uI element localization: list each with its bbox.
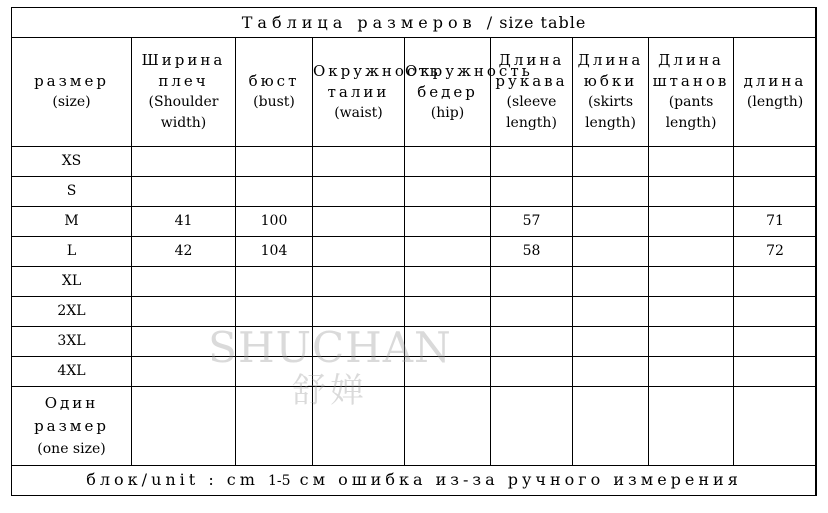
size-label: L	[12, 237, 132, 267]
table-cell	[491, 297, 573, 327]
table-cell	[132, 327, 236, 357]
table-cell	[491, 267, 573, 297]
table-cell	[236, 297, 313, 327]
size-table	[11, 7, 817, 496]
header-cell	[491, 38, 573, 147]
table-cell: 100	[236, 207, 313, 237]
table-cell	[405, 147, 491, 177]
watermark-latin: SHUCHAN	[208, 323, 452, 372]
table-cell	[313, 237, 405, 267]
table-cell	[491, 147, 573, 177]
table-row	[12, 237, 817, 267]
table-cell	[313, 357, 405, 387]
table-cell	[491, 177, 573, 207]
table-cell	[573, 297, 649, 327]
table-cell	[491, 357, 573, 387]
size-label: XL	[12, 267, 132, 297]
header-ru: Ширина плеч	[141, 51, 226, 90]
table-cell	[734, 267, 817, 297]
table-cell	[132, 177, 236, 207]
one-size-ru: Один размер	[34, 393, 109, 435]
table-cell	[734, 357, 817, 387]
header-cell	[313, 38, 441, 147]
footer-unit: блок/unit : cm	[86, 470, 259, 489]
table-row	[12, 327, 817, 357]
table-cell	[236, 327, 313, 357]
table-cell	[132, 297, 236, 327]
table-cell: 72	[734, 237, 817, 267]
table-cell	[405, 297, 491, 327]
header-row	[12, 38, 817, 147]
watermark-cjk: 舒婵	[292, 371, 368, 411]
table-cell	[132, 147, 236, 177]
header-cell	[236, 38, 313, 147]
table-cell: 104	[236, 237, 313, 267]
table-cell	[734, 147, 817, 177]
table-row	[12, 297, 817, 327]
header-cell	[12, 38, 132, 147]
table-cell	[313, 267, 405, 297]
header-ru: Длина рукава	[495, 51, 568, 90]
header-en: (size)	[52, 94, 91, 110]
table-cell	[313, 297, 405, 327]
cell	[649, 387, 734, 466]
header-ru: бюст	[248, 72, 300, 90]
header-ru: Длина юбки	[577, 51, 644, 90]
size-label: S	[12, 177, 132, 207]
footer-range: 1-5	[268, 473, 291, 489]
header-ru: Окружность бедер	[405, 61, 533, 101]
header-en: (skirts length)	[585, 94, 636, 131]
table-cell	[573, 237, 649, 267]
footer-row	[12, 466, 817, 496]
table-title	[12, 8, 817, 38]
table-cell	[405, 267, 491, 297]
size-label: 4XL	[12, 357, 132, 387]
header-ru: длина	[743, 72, 807, 90]
table-cell	[405, 237, 491, 267]
table-cell	[573, 327, 649, 357]
cell	[573, 387, 649, 466]
cell	[313, 387, 405, 466]
table-row	[12, 147, 817, 177]
table-cell	[236, 147, 313, 177]
header-ru: Длина штанов	[652, 51, 730, 90]
cell	[734, 387, 817, 466]
table-cell	[405, 327, 491, 357]
table-cell	[734, 327, 817, 357]
table-cell	[132, 267, 236, 297]
table-cell	[405, 357, 491, 387]
title-ru: Таблица размеров	[241, 13, 477, 32]
table-cell: 57	[491, 207, 573, 237]
header-cell	[734, 38, 817, 147]
table-cell	[649, 177, 734, 207]
cell	[132, 387, 236, 466]
header-cell	[649, 38, 734, 147]
header-ru: Окружность талии	[313, 61, 441, 101]
header-en: (Shoulder width)	[148, 94, 219, 131]
table-cell	[405, 207, 491, 237]
one-size-row	[12, 387, 817, 466]
header-en: (pants length)	[665, 94, 717, 131]
size-label: 2XL	[12, 297, 132, 327]
header-cell	[573, 38, 649, 147]
table-cell	[649, 147, 734, 177]
table-cell	[313, 177, 405, 207]
footer-note	[12, 466, 817, 496]
table-cell	[573, 147, 649, 177]
cell	[236, 387, 313, 466]
table-cell	[573, 177, 649, 207]
one-size-label	[12, 387, 132, 466]
table-cell	[649, 297, 734, 327]
table-cell	[649, 237, 734, 267]
table-cell	[573, 207, 649, 237]
header-en: (sleeve length)	[506, 94, 557, 131]
header-ru: размер	[34, 72, 109, 90]
title-en: / size table	[486, 13, 587, 32]
header-cell	[132, 38, 236, 147]
table-cell	[236, 267, 313, 297]
one-size-en: (one size)	[37, 440, 106, 457]
table-cell	[573, 267, 649, 297]
table-cell	[491, 327, 573, 357]
table-cell	[649, 327, 734, 357]
table-cell	[649, 207, 734, 237]
header-en: (hip)	[430, 104, 465, 121]
table-cell	[236, 177, 313, 207]
size-label: XS	[12, 147, 132, 177]
table-cell	[649, 357, 734, 387]
table-cell	[649, 267, 734, 297]
table-row	[12, 177, 817, 207]
cell	[491, 387, 573, 466]
table-cell	[405, 177, 491, 207]
size-label: 3XL	[12, 327, 132, 357]
table-cell: 41	[132, 207, 236, 237]
cell	[405, 387, 491, 466]
table-row	[12, 207, 817, 237]
header-en: (bust)	[253, 94, 295, 110]
table-cell: 58	[491, 237, 573, 267]
title-row	[12, 8, 817, 38]
table-row	[12, 267, 817, 297]
table-cell	[313, 147, 405, 177]
table-cell: 42	[132, 237, 236, 267]
table-cell	[734, 177, 817, 207]
header-en: (length)	[746, 94, 804, 110]
table-cell	[313, 327, 405, 357]
table-cell	[734, 297, 817, 327]
table-cell: 71	[734, 207, 817, 237]
table-cell	[132, 357, 236, 387]
header-en: (waist)	[334, 104, 383, 121]
size-label: M	[12, 207, 132, 237]
table-cell	[313, 207, 405, 237]
footer-text: см ошибка из-за ручного измерения	[299, 470, 742, 489]
table-cell	[573, 357, 649, 387]
table-cell	[236, 357, 313, 387]
table-row	[12, 357, 817, 387]
